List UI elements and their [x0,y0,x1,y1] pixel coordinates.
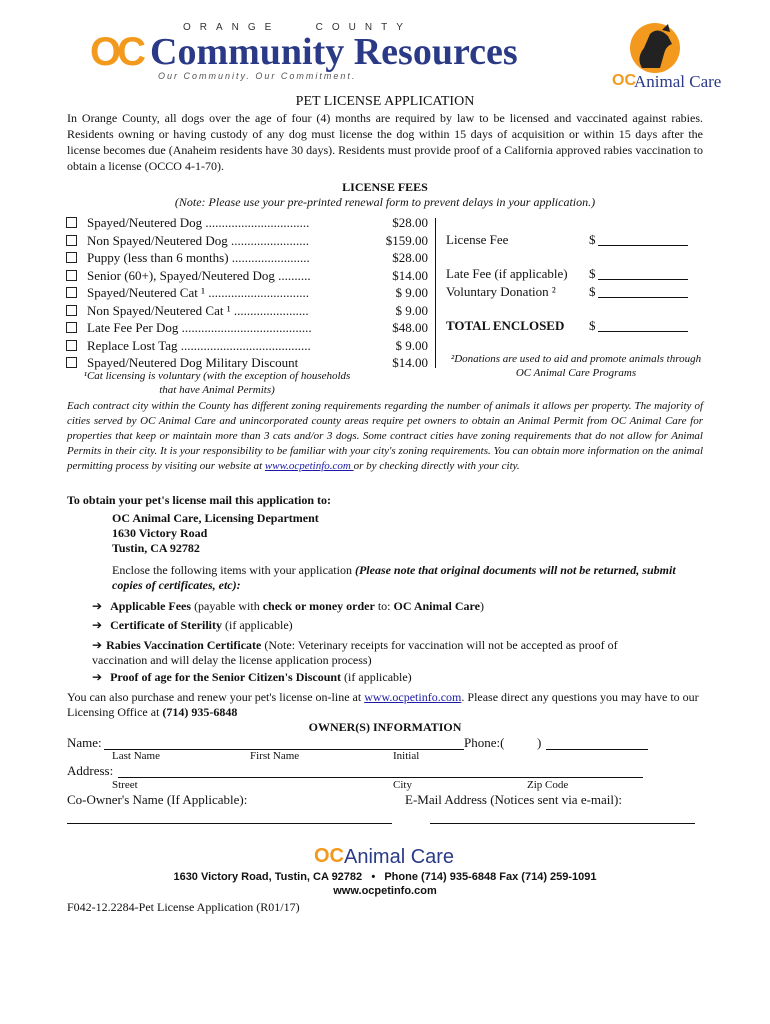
city-caption: City [393,779,412,791]
form-id: F042-12.2284-Pet License Application (R01/17) [67,900,300,914]
online-paragraph [67,690,707,720]
item-bold: OC Animal Care [393,599,480,613]
ac-logo-text: Animal Care [634,72,722,91]
donation-footnote: ²Donations are used to aid and promote animals through OC Animal Care Programs [450,353,702,379]
fee-divider [435,218,436,368]
fee-list [66,215,428,373]
license-fee-label: License Fee [446,232,509,247]
item-bold: Rabies Vaccination Certificate [106,638,262,652]
coowner-label: Co-Owner's Name (If Applicable): [67,792,248,807]
fee-row [66,320,428,338]
enclose-item [92,670,712,685]
fee-label: Non Spayed/Neutered Dog ........................ [87,232,310,248]
item-text: ) [479,599,484,613]
fee-amount: $ 9.00 [395,337,428,353]
enclose-note: (Please note that original documents will not be returned, submit copies of certificates, etc): [112,563,676,592]
zoning-end: or by checking directly with your city. [353,460,520,472]
mail-address-3: Tustin, CA 92782 [112,541,200,555]
checkbox[interactable] [66,287,77,298]
licensing-phone: (714) 935-6848 [162,705,238,719]
logo-tagline: Our Community. Our Commitment. [158,71,357,81]
item-text: (if applicable) [222,618,293,632]
fee-label: Senior (60+), Spayed/Neutered Dog .......... [87,267,311,283]
fee-row [66,250,428,268]
checkbox[interactable] [66,305,77,316]
footer-logo [314,845,484,871]
footer-address: 1630 Victory Road, Tustin, CA 92782 • Phone (714) 935-6848 Fax (714) 259-1091 [173,871,597,883]
zip-caption: Zip Code [527,779,569,791]
fee-amount: $28.00 [392,250,428,265]
late-fee-field[interactable] [598,279,688,280]
online-text: . Please direct any questions you may have to our Licensing Office at [67,690,699,719]
fee-row [66,215,428,233]
footer-web: www.ocpetinfo.com [333,885,437,897]
ac-logo-oc: OC [612,72,636,89]
fee-label: Replace Lost Tag ........................................ [87,337,311,353]
logo-top-text: ORANGE COUNTY [183,22,412,33]
fee-label: Spayed/Neutered Dog Military Discount [87,355,299,370]
enclose-item [92,618,712,633]
total-field[interactable] [598,331,688,332]
checkbox[interactable] [66,357,77,368]
fee-row [66,285,428,303]
initial-caption: Initial [393,750,420,762]
item-text: (payable with [191,599,263,613]
community-resources-logo [88,22,558,84]
item-text: (Note: Veterinary receipts for vaccination will not be accepted as proof of vaccination and will delay the license application process) [92,638,618,667]
arrow-right-icon: ➔ [92,670,103,684]
item-bold: Proof of age for the Senior Citizen's Discount [110,670,342,684]
item-text: (if applicable) [341,670,412,684]
email-label: E-Mail Address (Notices sent via e-mail): [405,792,622,807]
fee-label: Spayed/Neutered Dog ................................ [87,215,310,230]
logo-main-text: Community Resources [150,31,518,73]
fee-label: Late Fee Per Dog ........................................ [87,320,312,335]
dollar-sign: $ [589,232,596,247]
arrow-right-icon: ➔ [92,638,103,652]
dollar-sign: $ [589,318,596,333]
dollar-sign: $ [589,284,596,299]
page-title: PET LICENSE APPLICATION [295,94,475,109]
logo-oc-text: OC [90,30,142,74]
phone-field[interactable] [546,749,648,750]
fee-amount: $28.00 [392,215,428,230]
fee-label: Non Spayed/Neutered Cat ¹ ....................... [87,302,309,318]
item-text: to: [374,599,394,613]
zoning-link[interactable]: www.ocpetinfo.com [264,460,354,472]
fee-row [66,268,428,286]
mail-address-2: 1630 Victory Road [112,526,208,540]
enclose-item [92,599,712,614]
fee-row [66,338,428,356]
fees-note: (Note: Please use your pre-printed renewal form to prevent delays in your application.) [174,195,596,209]
dollar-sign: $ [589,266,596,281]
owner-heading: OWNER(S) INFORMATION [308,720,462,734]
checkbox[interactable] [66,270,77,281]
late-fee-label: Late Fee (if applicable) [446,266,568,281]
online-text: You can also purchase and renew your pet's license on-line at [67,690,365,704]
mail-heading: To obtain your pet's license mail this application to: [67,493,332,507]
enclose-paragraph [112,563,692,593]
first-name-caption: First Name [250,750,300,762]
fee-amount: $ 9.00 [395,302,428,318]
donation-label: Voluntary Donation ² [446,284,556,299]
total-label: TOTAL ENCLOSED [446,318,565,333]
fees-heading: LICENSE FEES [342,180,428,194]
item-bold: Certificate of Sterility [110,618,223,632]
fee-row [66,233,428,251]
online-link[interactable]: www.ocpetinfo.com [364,690,462,704]
zoning-paragraph [67,399,703,474]
fee-amount: $ 9.00 [395,285,428,300]
zoning-text: Each contract city within the County has different zoning requirements regarding the number of animals it allows per property. The majority of cities served by OC Animal Care and unincorporated county areas require pet owners to obtain an Animal Permit from OC Animal Care for properties that keep or maintain more than 3 cats and/or 3 dogs. Some contract cities have zoning requirements that do not allow for Animal Permits in their city. It is your responsibility to be familiar with your city's zoning requirements. You can obtain more information on the animal permitting process by visiting our website at [67,400,703,472]
fee-amount: $159.00 [385,232,428,248]
fee-amount: $48.00 [392,320,428,335]
fee-label: Spayed/Neutered Cat ¹ ............................... [87,285,309,300]
intro-paragraph: In Orange County, all dogs over the age of four (4) months are required by law to be licensed and vaccinated against rabies. Residents owning or having custody of any dog must license the dog within 15 days of acquisition or within 15 days after the license becomes due (Anaheim residents have 30 days). Residents must provide proof of a California approved rabies vaccination to obtain a license (OCCO 4-1-70). [67,111,703,173]
enclose-text: Enclose the following items with your application [112,563,355,577]
license-fee-field[interactable] [598,245,688,246]
footer-logo-oc: OC [314,845,344,867]
phone-area-close: ) [537,735,542,750]
name-label: Name: [67,735,102,750]
checkbox[interactable] [66,322,77,333]
checkbox[interactable] [66,252,77,263]
item-bold: check or money order [262,599,375,613]
coowner-field[interactable] [67,823,392,824]
donation-field[interactable] [598,297,688,298]
phone-label: Phone:( [464,735,505,750]
arrow-right-icon: ➔ [92,599,103,613]
checkbox[interactable] [66,340,77,351]
address-label: Address: [67,763,114,778]
fee-label: Puppy (less than 6 months) ........................ [87,250,310,265]
enclose-item [92,638,662,668]
fee-amount: $14.00 [392,267,428,283]
item-bold: Applicable Fees [110,599,192,613]
animal-care-logo [610,12,722,96]
last-name-caption: Last Name [112,750,160,762]
cat-footnote: ¹Cat licensing is voluntary (with the exception of households that have Animal Permits) [83,370,351,396]
arrow-right-icon: ➔ [92,618,103,632]
email-field[interactable] [430,823,695,824]
checkbox[interactable] [66,235,77,246]
footer-logo-text: Animal Care [344,846,455,868]
address-field[interactable] [118,777,643,778]
fee-row [66,303,428,321]
checkbox[interactable] [66,217,77,228]
mail-address-1: OC Animal Care, Licensing Department [112,511,319,525]
street-caption: Street [112,779,138,791]
fee-amount: $14.00 [392,355,428,370]
